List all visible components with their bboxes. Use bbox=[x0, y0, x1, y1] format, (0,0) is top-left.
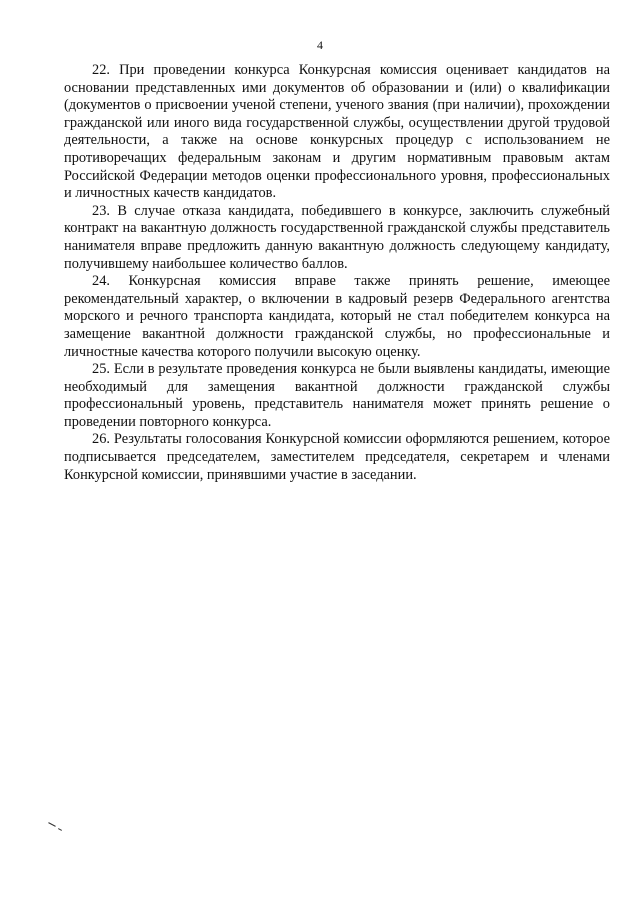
paragraph-23: 23. В случае отказа кандидата, победившего в конкурсе, заключить служебный контракт на вакантную должность государственной гражданской службы представитель нанимателя вправе предложить данную вакантную должность следующему кандидату, получившему наибольшее количество баллов. bbox=[64, 202, 610, 272]
page-number: 4 bbox=[317, 38, 323, 52]
scan-artifact bbox=[58, 828, 62, 831]
paragraph-26: 26. Результаты голосования Конкурсной комиссии оформляются решением, которое подписывается председателем, заместителем председателя, секретарем и членами Конкурсной комиссии, принявшими участие в заседании. bbox=[64, 431, 610, 483]
document-body bbox=[64, 62, 610, 484]
paragraph-24: 24. Конкурсная комиссия вправе также принять решение, имеющее рекомендательный характер, о включении в кадровый резерв Федерального агентства морского и речного транспорта кандидата, который не стал победителем конкурса на замещение вакантной должности гражданской службы, но профессиональные и личностные качества которого получили высокую оценку. bbox=[64, 273, 610, 360]
paragraph-25: 25. Если в результате проведения конкурса не были выявлены кандидаты, имеющие необходимый для замещения вакантной должности гражданской службы профессиональный уровень, представитель нанимателя может принять решение о проведении повторного конкурса. bbox=[64, 361, 610, 430]
paragraph-22: 22. При проведении конкурса Конкурсная комиссия оценивает кандидатов на основании представленных ими документов об образовании и (или) о квалификации (документов о присвоении ученой степени, ученого звания (при наличии), прохождении гражданской или иного вида государственной службы, осуществлении другой трудовой деятельности, а также на основе конкурсных процедур с использованием не противоречащих федеральным законам и другим нормативным правовым актам Российской Федерации методов оценки профессионального уровня, профессиональных и личностных качеств кандидатов. bbox=[64, 62, 610, 202]
scan-artifact bbox=[48, 822, 56, 827]
